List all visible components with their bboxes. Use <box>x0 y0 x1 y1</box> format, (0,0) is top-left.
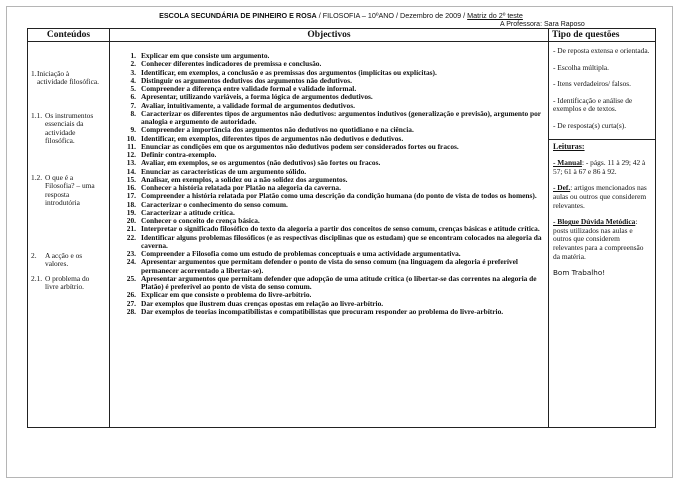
leitura-title: - Blogue Dúvida Metódica <box>553 217 636 227</box>
conteudo-number: 1.2. <box>31 173 43 182</box>
objectivo-number: 27. <box>126 298 136 308</box>
objectivo-number: 17. <box>126 191 136 201</box>
header-tipo-questoes: Tipo de questões <box>549 29 656 42</box>
conteudo-text: O problema do livre arbítrio. <box>45 274 90 292</box>
objectivo-text: Compreender a diferença entre validade formal e validade informal. <box>141 84 357 93</box>
leitura-title: - Def. <box>553 183 571 193</box>
objectivo-number: 9. <box>130 125 136 135</box>
teacher-name: A Professora: Sara Raposo <box>500 21 585 28</box>
tipo-questoes-list <box>553 47 651 131</box>
objectivo-number: 20. <box>126 216 136 225</box>
objectivos-cell <box>110 42 549 428</box>
conteudos-cell <box>28 42 110 428</box>
table-body-row <box>28 42 656 428</box>
school-name: ESCOLA SECUNDÁRIA DE PINHEIRO E ROSA <box>159 11 317 20</box>
conteudo-number: 2. <box>31 251 37 260</box>
conteudo-text: Os instrumentos essenciais da actividade filosófica. <box>45 111 94 146</box>
objectivo-number: 1. <box>130 51 136 60</box>
objectivo-number: 6. <box>130 92 136 102</box>
tipo-questao-item: - Escolha múltipla. <box>553 62 610 72</box>
conteudo-item <box>31 112 99 146</box>
header-objectivos: Objectivos <box>110 29 549 42</box>
objectivo-number: 16. <box>126 183 136 192</box>
objectivo-number: 23. <box>126 249 136 258</box>
conteudo-text: Iniciação à actividade filosófica. <box>37 69 99 87</box>
tipo-questao-item: - De reposta extensa e orientada. <box>553 46 650 55</box>
objectivo-text: Compreender a Filosofia como um estudo de problemas conceptuais e uma actividade argumentativa. <box>141 249 461 258</box>
leitura-text: : - págs. 11 à 29; 42 à 57; 61 à 67 e 86 à 92. <box>553 158 646 176</box>
leitura-text: : artigos mencionados nas aulas ou outros que considerem relevantes. <box>553 183 647 210</box>
objectivo-text: Enunciar as características de um argumento sólido. <box>141 166 307 176</box>
objectivo-number: 7. <box>130 100 136 110</box>
leituras-list <box>553 159 651 261</box>
leitura-item <box>553 184 651 210</box>
matrix-table <box>27 28 656 428</box>
tipo-questao-item: - Itens verdadeiros/ falsos. <box>553 79 631 89</box>
objectivo-text: Apresentar argumentos que permitam defender o ponto de vista do senso comum (na linguagem da alegoria é preferível permanecer acorrentado a libertar-se). <box>141 257 518 275</box>
conteudo-item <box>31 275 99 292</box>
objectivo-number: 22. <box>126 232 136 242</box>
conteudos-list <box>28 42 109 427</box>
objectivo-number: 13. <box>126 158 136 168</box>
objectivo-number: 8. <box>130 108 136 118</box>
leitura-item <box>553 218 651 261</box>
conteudo-number: 2.1. <box>31 274 43 283</box>
objectivo-text: Distinguir os argumentos dedutivos dos argumentos não dedutivos. <box>141 75 352 85</box>
objectivo-item <box>110 234 548 251</box>
objectivo-number: 5. <box>130 84 136 93</box>
objectivo-number: 15. <box>126 174 136 184</box>
closing-note: Bom Trabalho! <box>553 268 606 278</box>
conteudo-number: 1. <box>31 69 37 78</box>
objectivo-text: Avaliar, intuitivamente, a validade formal de argumentos dedutivos. <box>141 100 355 110</box>
leituras-label: Leituras: <box>553 141 585 151</box>
objectivo-text: Analisar, em exemplos, a solidez ou a não solidez dos argumentos. <box>141 174 348 184</box>
objectivo-number: 3. <box>130 67 136 77</box>
objectivo-text: Conhecer o conceito de crença básica. <box>141 216 260 225</box>
objectivo-text: Explicar em que consiste um argumento. <box>141 51 270 60</box>
objectivo-text: Interpretar o significado filosófico do texto da alegoria a partir dos conceitos de senso comum, crenças básicas e atitude crítica. <box>141 224 540 234</box>
conteudo-item <box>31 174 99 208</box>
objectivo-item <box>110 308 548 316</box>
objectivo-text: Conhecer a história relatada por Platão na alegoria da caverna. <box>141 183 341 192</box>
objectivo-number: 12. <box>126 150 136 159</box>
objectivo-number: 2. <box>130 59 136 69</box>
leitura-title: - Manual <box>553 158 582 168</box>
matriz-title: Matriz do 2º teste <box>467 11 523 20</box>
objectivo-item <box>110 258 548 275</box>
tipo-questao-item: - De resposta(s) curta(s). <box>553 120 627 130</box>
tipo-questao-item: - Identificação e análise de exemplos e de textos. <box>553 95 633 114</box>
conteudo-text: A acção e os valores. <box>45 251 83 269</box>
tipo-questoes-cell <box>549 42 656 428</box>
objectivo-text: Dar exemplos de teorias incompatibilistas e compatibilistas que procuram responder ao problema do livre-arbítrio. <box>141 306 504 316</box>
objectivo-number: 14. <box>126 166 136 176</box>
objectivo-text: Enunciar as condições em que os argumentos não dedutivos podem ser considerados fortes ou fracos. <box>141 141 459 151</box>
objectivos-list <box>110 52 548 316</box>
conteudo-item <box>31 70 99 87</box>
objectivo-text: Identificar, em exemplos, a conclusão e as premissas dos argumentos (implícitas ou explícitas). <box>141 67 437 77</box>
objectivo-text: Apresentar argumentos que permitam defender que adopção de uma atitude crítica (o libertar-se das correntes na alegoria de Platão) é preferível ao ponto de vista do senso comum. <box>141 273 537 291</box>
objectivo-text: Compreender a história relatada por Platão como uma descrição da condição humana (do ponto de vista de todos os homens). <box>141 191 537 201</box>
objectivo-text: Conhecer diferentes indicadores de premissa e conclusão. <box>141 59 322 69</box>
objectivo-text: Avaliar, em exemplos, se os argumentos (não dedutivos) são fortes ou fracos. <box>141 158 381 168</box>
document-header <box>27 11 655 20</box>
objectivo-number: 19. <box>126 207 136 217</box>
objectivo-text: Dar exemplos que ilustrem duas crenças opostas em relação ao livre-arbítrio. <box>141 298 384 308</box>
objectivo-text: Explicar em que consiste o problema do livre-arbítrio. <box>141 290 312 300</box>
objectivo-number: 26. <box>126 290 136 300</box>
objectivo-number: 28. <box>126 306 136 316</box>
objectivo-number: 11. <box>127 141 136 151</box>
objectivo-number: 25. <box>126 273 136 283</box>
objectivo-item <box>110 110 548 127</box>
objectivo-number: 18. <box>126 199 136 209</box>
conteudo-text: O que é a Filosofia? – uma resposta introdutória <box>45 173 95 208</box>
conteudo-item <box>31 252 99 269</box>
table-header-row <box>28 29 656 42</box>
objectivo-number: 24. <box>126 257 136 267</box>
objectivo-text: Definir contra-exemplo. <box>141 150 217 159</box>
objectivo-text: Identificar, em exemplos, diferentes tipos de argumentos não dedutivos e dedutivos. <box>141 133 404 143</box>
conteudo-number: 1.1. <box>31 111 43 120</box>
leitura-text: : posts utilizados nas aulas e outros que considerem relevantes para a compreensão da matéria. <box>553 217 644 261</box>
section-divider <box>549 139 655 140</box>
objectivo-number: 21. <box>126 224 136 234</box>
header-details: / FILOSOFIA – 10ºANO / Dezembro de 2009 / <box>316 11 468 20</box>
objectivo-number: 10. <box>126 133 136 143</box>
objectivo-text: Caracterizar os diferentes tipos de argumentos não dedutivos: argumentos indutivos (generalização e previsão), argumento por analogia e argumento de autoridade. <box>141 108 541 126</box>
objectivo-number: 4. <box>130 75 136 85</box>
tipo-questoes-panel <box>549 42 655 278</box>
objectivo-text: Caracterizar a atitude crítica. <box>141 207 235 217</box>
objectivo-text: Compreender a importância dos argumentos não dedutivos no quotidiano e na ciência. <box>141 125 414 135</box>
objectivo-text: Identificar alguns problemas filosóficos (e as respectivas disciplinas que os estudam) que se encontram colocados na alegoria da caverna. <box>141 232 542 250</box>
objectivo-item <box>110 275 548 292</box>
objectivo-text: Apresentar, utilizando variáveis, a forma lógica de argumentos dedutivos. <box>141 92 373 102</box>
header-conteudos: Conteúdos <box>28 29 110 42</box>
leitura-item <box>553 159 651 176</box>
objectivo-text: Caracterizar o conhecimento do senso comum. <box>141 199 288 209</box>
